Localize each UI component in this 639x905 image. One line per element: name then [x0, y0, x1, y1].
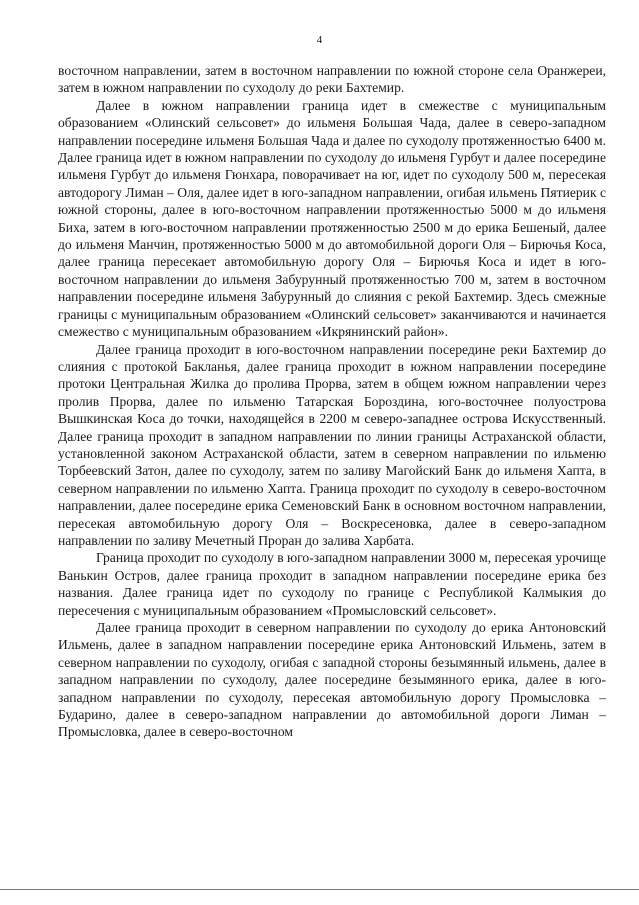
paragraph: восточном направлении, затем в восточном направлении по южной стороне села Оранжереи, затем в южном направлении по суходолу до реки Бахтемир. — [58, 63, 606, 96]
page-number: 4 — [316, 34, 323, 46]
paragraph: Далее в южном направлении граница идет в смежестве с муниципальным образованием «Олинский сельсовет» до ильменя Большая Чада, далее в северо-западном направлении посередине ильменя Большая Чада и далее по суходолу протяженностью 6400 м. Далее граница идет в южном направлении по суходолу до ильменя Гурбут и далее посередине ильменя Гурбут до ильменя Гюнхара, поворачивает на юг, идет по суходолу 500 м, пересекая автодорогу Лиман – Оля, далее идет в юго-западном направлении, огибая ильмень Пятиерик с южной стороны, далее в юго-восточном направлении протяженностью 5000 м до ильменя Биха, затем в юго-восточном направлении протяженностью 2500 м до ерика Бешеный, далее до ильменя Манчин, протяженностью 5000 м до автомобильной дороги Оля – Бирючья Коса, далее граница пересекает автомобильную дорогу Оля – Бирючья Коса и идет в юго-восточном направлении до ильменя Забурунный протяженностью 700 м, затем в восточном направлении посередине ильменя Забурунный до слияния с рекой Бахтемир. Здесь смежные границы с муниципальным образованием «Олинский сельсовет» заканчиваются и начинается смежество с муниципальным образованием «Икрянинский район». — [58, 97, 606, 340]
document-body — [58, 62, 606, 741]
paragraph: Далее граница проходит в северном направлении по суходолу до ерика Антоновский Ильмень, далее в западном направлении посередине ерика Антоновский Ильмень, затем в северном направлении по суходолу, огибая с западной стороны безымянный ильмень, далее в западном направлении по суходолу, далее посередине безымянного ерика, далее в юго-западном направлении по суходолу, пересекая автомобильную дорогу Промысловка – Бударино, далее в северо-западном направлении до автомобильной дороги Лиман – Промысловка, далее в северо-восточном — [58, 620, 606, 740]
paragraph: Далее граница проходит в юго-восточном направлении посередине реки Бахтемир до слияния с протокой Бакланья, далее граница проходит в южном направлении посередине протоки Центральная Жилка до пролива Прорва, затем в общем южном направлении через пролив Прорва, далее по ильменю Татарская Бороздина, юго-восточнее полуострова Вышкинская Коса до точки, находящейся в 2200 м северо-западнее острова Искусственный. Далее граница проходит в западном направлении по линии границы Астраханской области, установленной законом Астраханской области, затем в северном направлении по ильменю Торбеевский Затон, далее по суходолу, затем по заливу Магойский Банк до ильменя Хапта, в северном направлении по ильменю Хапта. Граница проходит по суходолу в северо-восточном направлении, далее посередине ерика Семеновский Банк в основном восточном направлении, пересекая автомобильную дорогу Оля – Воскресеновка, далее в северо-западном направлении по заливу Мечетный Проран до залива Харбата. — [58, 341, 606, 548]
page-bottom-rule — [0, 889, 639, 890]
paragraph: Граница проходит по суходолу в юго-западном направлении 3000 м, пересекая урочище Ванькин Остров, далее граница проходит в западном направлении посередине ерика без названия. Далее граница идет по суходолу по границе с Республикой Калмыкия до пересечения с муниципальным образованием «Промысловский сельсовет». — [58, 550, 606, 618]
